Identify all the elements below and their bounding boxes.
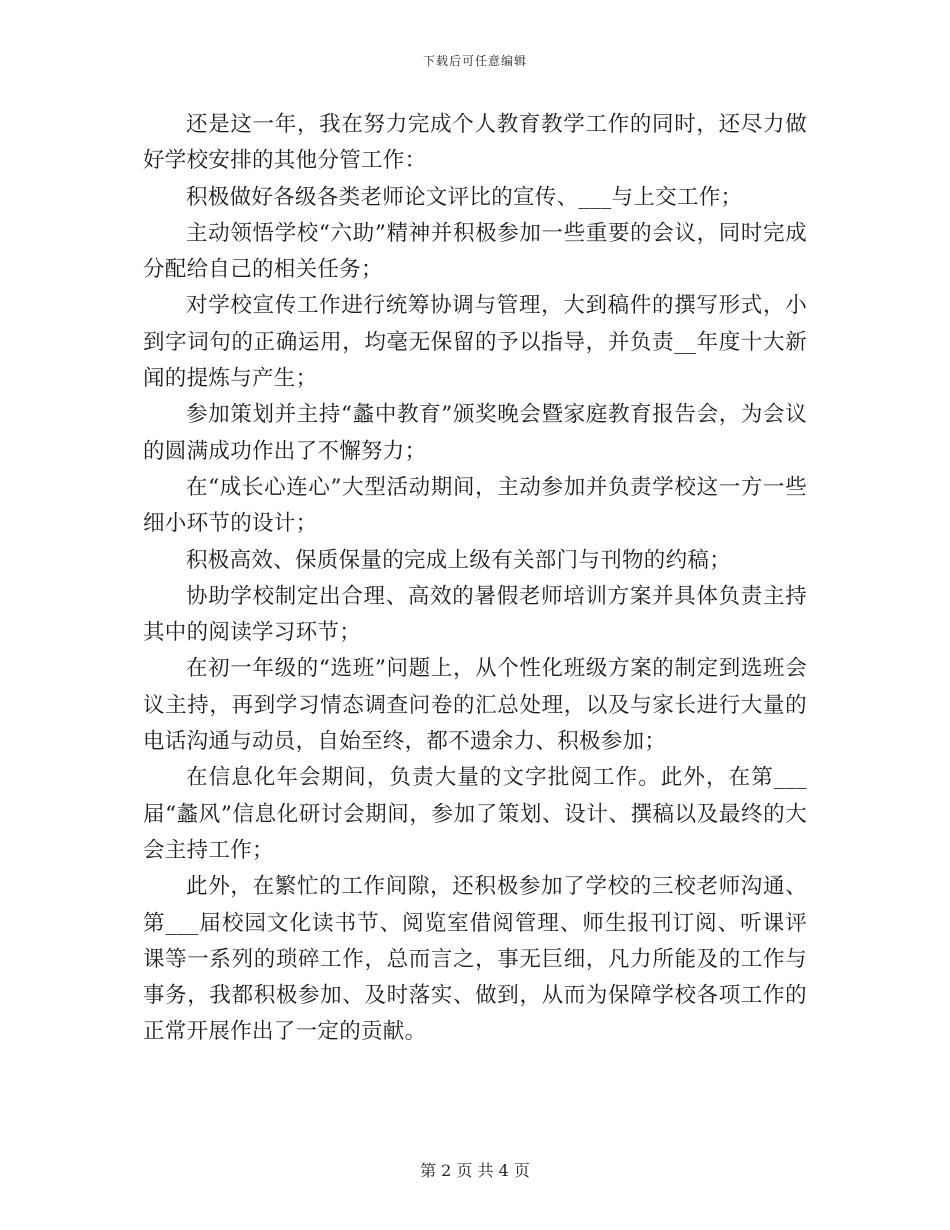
paragraph: 积极高效、保质保量的完成上级有关部门与刊物的约稿； <box>186 547 732 573</box>
paragraph: 协助学校制定出合理、高效的暑假老师培训方案并具体负责主持其中的阅读学习环节； <box>143 583 807 646</box>
paragraph: 在信息化年会期间，负责大量的文字批阅工作。此外，在第___届“蠡风”信息化研讨会期间，参加了策划、设计、撰稿以及最终的大会主持工作； <box>143 765 807 863</box>
page-header: 下载后可任意编辑 <box>422 54 527 68</box>
page-number: 第 2 页 共 4 页 <box>420 1161 530 1180</box>
paragraph: 积极做好各级各类老师论文评比的宣传、___与上交工作； <box>186 184 743 210</box>
paragraph: 在“成长心连心”大型活动期间，主动参加并负责学校这一方一些细小环节的设计； <box>143 474 807 537</box>
paragraph: 还是这一年，我在努力完成个人教育教学工作的同时，还尽力做好学校安排的其他分管工作： <box>143 112 807 174</box>
document-body <box>143 107 807 1051</box>
paragraph: 此外，在繁忙的工作间隙，还积极参加了学校的三校老师沟通、第___届校园文化读书节、阅览室借阅管理、师生报刊订阅、听课评课等一系列的琐碎工作，总而言之，事无巨细，凡力所能及的工作与事务，我都积极参加、及时落实、做到，从而为保障学校各项工作的正常开展作出了一定的贡献。 <box>143 874 807 1045</box>
paragraph: 参加策划并主持“蠡中教育”颁奖晚会暨家庭教育报告会，为会议的圆满成功作出了不懈努力； <box>143 402 807 464</box>
paragraph: 主动领悟学校“六助”精神并积极参加一些重要的会议，同时完成分配给自己的相关任务； <box>143 220 807 283</box>
paragraph: 在初一年级的“选班”问题上，从个性化班级方案的制定到选班会议主持，再到学习情态调查问卷的汇总处理，以及与家长进行大量的电话沟通与动员，自始至终，都不遗余力、积极参加； <box>143 656 807 755</box>
paragraph: 对学校宣传工作进行统筹协调与管理，大到稿件的撰写形式，小到字词句的正确运用，均毫无保留的予以指导，并负责__年度十大新闻的提炼与产生； <box>143 293 807 392</box>
